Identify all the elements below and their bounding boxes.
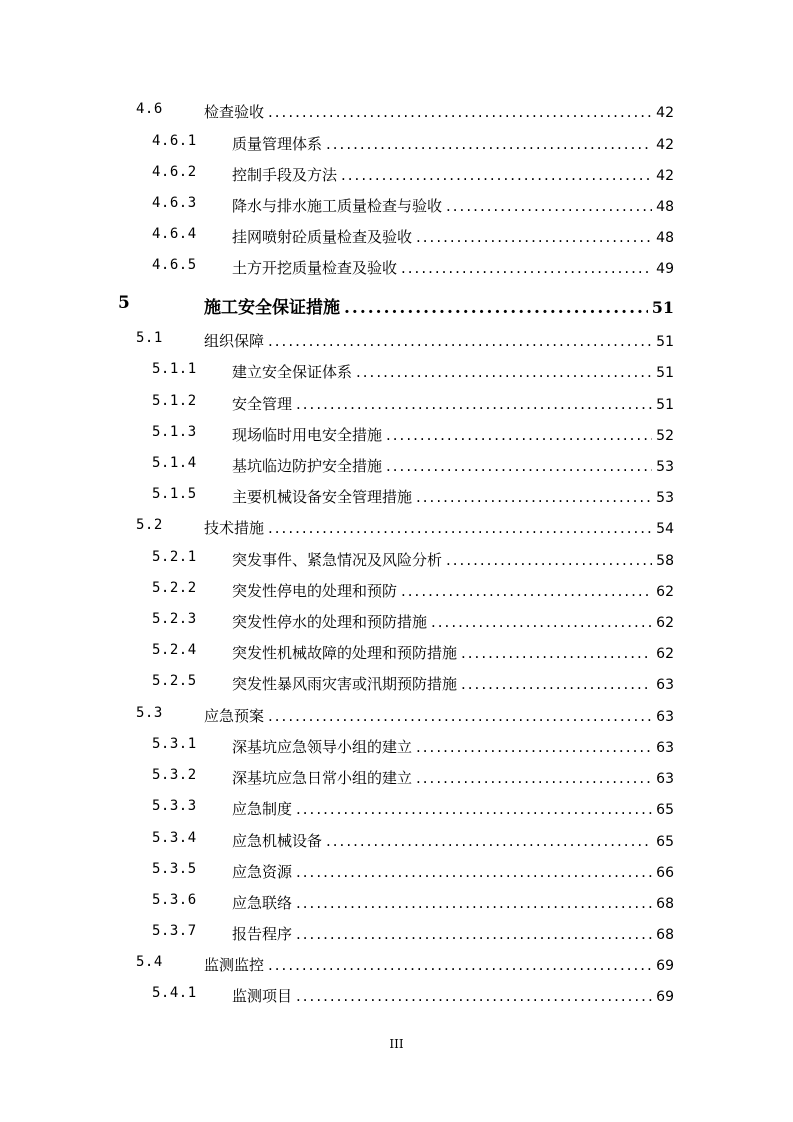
toc-number: 5.2.3	[152, 611, 197, 627]
toc-number: 5.3.6	[152, 892, 197, 908]
toc-entry[interactable]	[0, 486, 674, 508]
toc-leader-dots	[416, 738, 652, 756]
toc-title-line	[232, 393, 674, 414]
toc-page-number: 42	[656, 168, 674, 184]
toc-leader-dots	[416, 769, 652, 787]
toc-title: 突发事件、紧急情况及风险分析	[232, 551, 443, 569]
toc-title-line	[232, 923, 674, 944]
toc-title-line	[232, 673, 674, 694]
toc-page-number: 53	[656, 490, 674, 506]
toc-number: 4.6.3	[152, 195, 197, 211]
toc-title: 突发性机械故障的处理和预防措施	[232, 644, 458, 662]
toc-leader-dots	[268, 103, 652, 121]
toc-page-number: 51	[656, 397, 674, 413]
toc-number: 4.6.2	[152, 164, 197, 180]
toc-leader-dots	[461, 644, 652, 662]
toc-page-number: 68	[656, 927, 674, 943]
toc-leader-dots	[446, 197, 652, 215]
toc-page-number: 51	[656, 334, 674, 350]
toc-page-number: 63	[656, 771, 674, 787]
toc-entry[interactable]	[0, 580, 674, 602]
toc-title: 检查验收	[204, 103, 265, 121]
toc-number: 5.4	[136, 954, 163, 970]
toc-title-line	[232, 892, 674, 913]
toc-number: 5.1.2	[152, 393, 197, 409]
toc-title: 建立安全保证体系	[232, 363, 353, 381]
toc-page-number: 63	[656, 740, 674, 756]
toc-entry[interactable]	[0, 892, 674, 914]
toc-title-line	[204, 954, 674, 975]
toc-entry[interactable]	[0, 293, 674, 318]
toc-page-number: 53	[656, 459, 674, 475]
toc-title: 突发性暴风雨灾害或汛期预防措施	[232, 675, 458, 693]
toc-title: 应急资源	[232, 863, 293, 881]
toc-number: 5.1.1	[152, 361, 197, 377]
toc-leader-dots	[386, 457, 652, 475]
toc-entry[interactable]	[0, 611, 674, 633]
toc-leader-dots	[326, 832, 652, 850]
toc-number: 5.3.4	[152, 830, 197, 846]
toc-entry[interactable]	[0, 195, 674, 217]
toc-title: 突发性停电的处理和预防	[232, 582, 398, 600]
toc-number: 4.6	[136, 101, 163, 117]
toc-entry[interactable]	[0, 923, 674, 945]
toc-leader-dots	[446, 551, 652, 569]
toc-entry[interactable]	[0, 424, 674, 446]
toc-leader-dots	[416, 488, 652, 506]
toc-title: 现场临时用电安全措施	[232, 426, 383, 444]
toc-entry[interactable]	[0, 133, 674, 155]
toc-title-line	[232, 455, 674, 476]
toc-entry[interactable]	[0, 673, 674, 695]
toc-page-number: 62	[656, 646, 674, 662]
toc-entry[interactable]	[0, 455, 674, 477]
toc-title-line	[232, 361, 674, 382]
toc-title-line	[204, 705, 674, 726]
toc-entry[interactable]	[0, 330, 674, 352]
toc-title-line	[232, 830, 674, 851]
toc-leader-dots	[461, 675, 652, 693]
toc-number: 5.2.2	[152, 580, 197, 596]
toc-number: 5.2	[136, 517, 163, 533]
toc-entry[interactable]	[0, 985, 674, 1007]
toc-number: 5.4.1	[152, 985, 197, 1001]
toc-entry[interactable]	[0, 798, 674, 820]
toc-number: 5.2.4	[152, 642, 197, 658]
toc-title-line	[204, 101, 674, 122]
toc-number: 5.3.5	[152, 861, 197, 877]
toc-title-line	[204, 330, 674, 351]
toc-title: 土方开挖质量检查及验收	[232, 259, 398, 277]
toc-title: 监测项目	[232, 987, 293, 1005]
toc-leader-dots	[296, 800, 652, 818]
toc-page-number: 68	[656, 896, 674, 912]
toc-number: 5.1.3	[152, 424, 197, 440]
toc-title-line	[204, 517, 674, 538]
toc-number: 4.6.4	[152, 226, 197, 242]
toc-number: 5.1	[136, 330, 163, 346]
toc-page-number: 62	[656, 615, 674, 631]
toc-leader-dots	[268, 707, 652, 725]
toc-title-line	[232, 580, 674, 601]
toc-entry[interactable]	[0, 517, 674, 539]
toc-entry[interactable]	[0, 736, 674, 758]
toc-leader-dots	[296, 987, 652, 1005]
toc-title: 质量管理体系	[232, 135, 323, 153]
toc-number: 5.2.5	[152, 673, 197, 689]
toc-number: 4.6.1	[152, 133, 197, 149]
toc-number: 5	[118, 293, 131, 313]
toc-title: 报告程序	[232, 925, 293, 943]
toc-leader-dots	[268, 956, 652, 974]
toc-entry[interactable]	[0, 705, 674, 727]
toc-entry[interactable]	[0, 393, 674, 415]
toc-entry[interactable]	[0, 226, 674, 248]
toc-page-number: 63	[656, 677, 674, 693]
toc-title: 挂网喷射砼质量检查及验收	[232, 228, 413, 246]
toc-leader-dots	[326, 135, 652, 153]
toc-number: 5.3.1	[152, 736, 197, 752]
toc-title: 基坑临边防护安全措施	[232, 457, 383, 475]
toc-title-line	[232, 549, 674, 570]
toc-entry[interactable]	[0, 767, 674, 789]
toc-title: 应急联络	[232, 894, 293, 912]
toc-title-line	[232, 736, 674, 757]
toc-page-number: 42	[656, 105, 674, 121]
toc-number: 4.6.5	[152, 257, 197, 273]
toc-page-number: 58	[656, 553, 674, 569]
toc-title-line	[232, 486, 674, 507]
toc-leader-dots	[268, 332, 652, 350]
toc-number: 5.3	[136, 705, 163, 721]
toc-title-line	[232, 798, 674, 819]
toc-page-number: 52	[656, 428, 674, 444]
page-number: III	[389, 1037, 404, 1051]
toc-leader-dots	[401, 582, 652, 600]
toc-title-line	[232, 164, 674, 185]
toc-page-number: 48	[656, 230, 674, 246]
toc-page-number: 65	[656, 802, 674, 818]
toc-title: 组织保障	[204, 332, 265, 350]
toc-number: 5.2.1	[152, 549, 197, 565]
toc-leader-dots	[386, 426, 652, 444]
toc-title-line	[232, 226, 674, 247]
toc-title-line	[232, 257, 674, 278]
toc-entry[interactable]	[0, 549, 674, 571]
toc-title-line	[232, 195, 674, 216]
toc-number: 5.3.2	[152, 767, 197, 783]
toc-title: 技术措施	[204, 519, 265, 537]
toc-entry[interactable]	[0, 830, 674, 852]
toc-title: 突发性停水的处理和预防措施	[232, 613, 428, 631]
toc-page-number: 49	[656, 261, 674, 277]
toc-entry[interactable]	[0, 361, 674, 383]
toc-entry[interactable]	[0, 642, 674, 664]
toc-page-number: 51	[656, 365, 674, 381]
toc-title: 应急机械设备	[232, 832, 323, 850]
toc-title: 降水与排水施工质量检查与验收	[232, 197, 443, 215]
toc-title-line	[232, 424, 674, 445]
toc-leader-dots	[431, 613, 652, 631]
toc-number: 5.1.5	[152, 486, 197, 502]
toc-title: 施工安全保证措施	[204, 298, 340, 318]
toc-title-line	[232, 133, 674, 154]
toc-page-number: 42	[656, 137, 674, 153]
toc-title-line	[232, 611, 674, 632]
toc-page-number: 62	[656, 584, 674, 600]
toc-page-number: 69	[656, 958, 674, 974]
toc-number: 5.3.7	[152, 923, 197, 939]
toc-leader-dots	[268, 519, 652, 537]
toc-page-number: 48	[656, 199, 674, 215]
toc-title-line	[204, 293, 674, 318]
toc-number: 5.3.3	[152, 798, 197, 814]
toc-leader-dots	[296, 894, 652, 912]
toc-title: 深基坑应急日常小组的建立	[232, 769, 413, 787]
toc-leader-dots	[401, 259, 652, 277]
toc-title: 应急制度	[232, 800, 293, 818]
toc-page-number: 63	[656, 709, 674, 725]
toc-leader-dots	[356, 363, 652, 381]
toc-page-number: 65	[656, 834, 674, 850]
toc-leader-dots	[416, 228, 652, 246]
toc-title: 监测监控	[204, 956, 265, 974]
toc-entry[interactable]	[0, 257, 674, 279]
toc-leader-dots	[296, 395, 652, 413]
toc-entry[interactable]	[0, 861, 674, 883]
toc-title-line	[232, 861, 674, 882]
toc-leader-dots	[344, 298, 648, 318]
toc-leader-dots	[296, 925, 652, 943]
toc-title-line	[232, 985, 674, 1006]
toc-leader-dots	[341, 166, 652, 184]
toc-title: 主要机械设备安全管理措施	[232, 488, 413, 506]
toc-page-number: 51	[651, 298, 674, 317]
toc-number: 5.1.4	[152, 455, 197, 471]
toc-leader-dots	[296, 863, 652, 881]
toc-entry[interactable]	[0, 101, 674, 123]
toc-title: 深基坑应急领导小组的建立	[232, 738, 413, 756]
toc-entry[interactable]	[0, 954, 674, 976]
toc-title: 安全管理	[232, 395, 293, 413]
toc-entry[interactable]	[0, 164, 674, 186]
toc-page-number: 54	[656, 521, 674, 537]
toc-page-number: 66	[656, 865, 674, 881]
toc-page-number: 69	[656, 989, 674, 1005]
toc-title: 控制手段及方法	[232, 166, 338, 184]
toc-title-line	[232, 767, 674, 788]
toc-title: 应急预案	[204, 707, 265, 725]
toc-title-line	[232, 642, 674, 663]
